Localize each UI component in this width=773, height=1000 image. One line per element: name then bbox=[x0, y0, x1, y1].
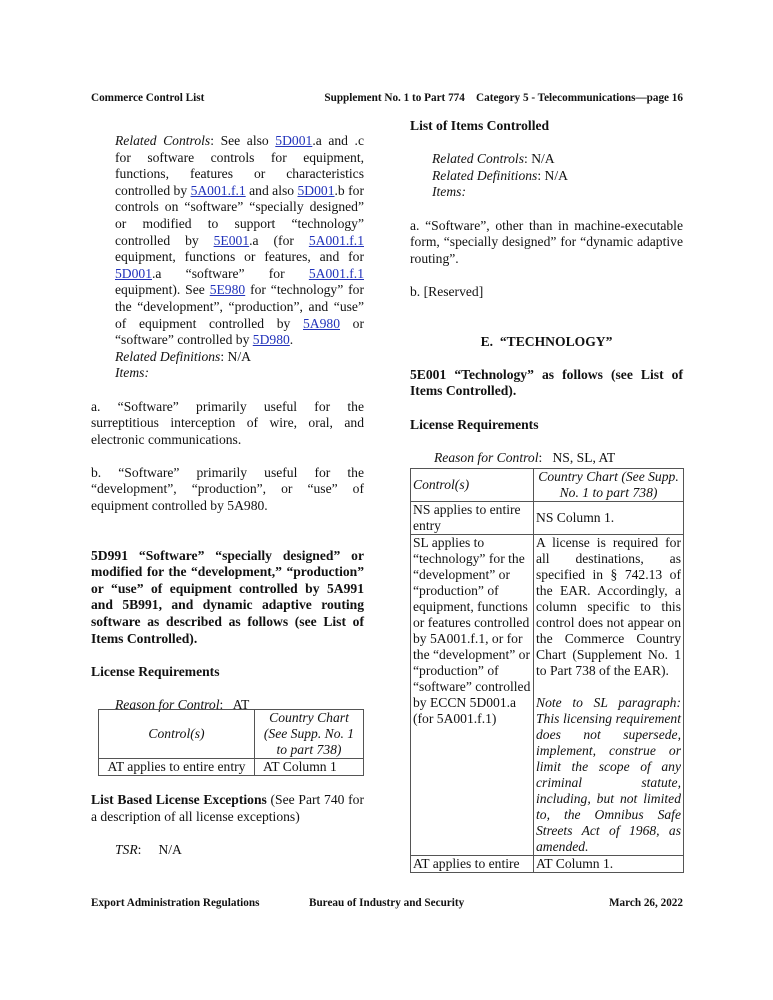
license-table-5d991 bbox=[98, 709, 364, 776]
table-cell: SL applies to “technology” for the “development” or “production” of equipment, functions or features controlled by 5A001.f.1, or for the “development” or “production” of “software” controlled by ECCN 5D001.a (for 5A001.f.1) bbox=[411, 535, 534, 856]
table-header-row bbox=[411, 469, 684, 502]
eccn-link[interactable]: 5D980 bbox=[252, 332, 290, 348]
sl-note: Note to SL paragraph: This licensing requirement does not supersede, implement, construe or limit the scope of any criminal statute, including, but not limited to, the Omnibus Safe Streets Act of 1968, as amended. bbox=[536, 695, 681, 854]
related-definitions: Related Definitions: N/A bbox=[115, 348, 251, 364]
table-header-cell: Country Chart (See Supp. No. 1 to part 738) bbox=[255, 710, 364, 759]
table-header-cell: Control(s) bbox=[99, 710, 255, 759]
left-column bbox=[91, 133, 364, 714]
table-header-cell: Country Chart (See Supp. No. 1 to part 738) bbox=[534, 469, 684, 502]
right-column bbox=[410, 118, 683, 466]
table-row bbox=[411, 535, 684, 856]
eccn-link[interactable]: 5A001.f.1 bbox=[190, 182, 246, 198]
sl-license-text: A license is required for all destinations, as specified in § 742.13 of the EAR. Accordingly, a column specific to this control does not appear on the Commerce Country Chart (Supplement No. 1 to Part 738 of the EAR). bbox=[536, 535, 681, 678]
table-cell bbox=[534, 535, 684, 856]
reason-for-control: Reason for Control: AT bbox=[115, 697, 250, 712]
item-a: a. “Software” primarily useful for the surreptitious interception of wire, oral, and electronic communications. bbox=[91, 398, 364, 447]
list-of-items-heading: List of Items Controlled bbox=[410, 118, 550, 133]
table-header-row bbox=[99, 710, 364, 759]
footer-date: March 26, 2022 bbox=[608, 897, 683, 909]
table-header-cell: Control(s) bbox=[411, 469, 534, 502]
tsr-line: TSR: N/A bbox=[115, 841, 182, 857]
left-column-bottom bbox=[91, 792, 364, 858]
related-controls-text: : See also 5D001.a and .c for software controls for equipment, functions, features or characteristics controlled by 5A001.f.1 and also 5D001.b for controls on “software” “specially designed” or modified to support “technology” controlled by 5E001.a (for 5A001.f.1 equipment, functions or features, and for 5D001.a “software” for 5A001.f.1 equipment). See 5E980 for “technology” for the “development”, “production”, and “use” of equipment controlled by 5A980 or “software” controlled by 5D980. bbox=[115, 133, 364, 348]
items-label: Items: bbox=[115, 365, 149, 381]
eccn-link[interactable]: 5D001 bbox=[275, 133, 313, 148]
table-cell: AT applies to entire bbox=[411, 856, 534, 873]
eccn-heading-5d991: 5D991 “Software” “specially designed” or modified for the “development,” “production” or “use” of equipment controlled by 5A991 and 5B991, and dynamic adaptive routing software as described as follows (see List of Items Controlled). bbox=[91, 547, 364, 646]
eccn-heading-5e001: 5E001 “Technology” as follows (see List of Items Controlled). bbox=[410, 366, 683, 399]
reason-for-control: Reason for Control: NS, SL, AT bbox=[434, 449, 616, 465]
item-b: b. [Reserved] bbox=[410, 283, 484, 299]
related-definitions: Related Definitions: N/A bbox=[432, 167, 568, 183]
list-based-license-exceptions: List Based License Exceptions (See Part 740 for a description of all license exceptions) bbox=[91, 792, 364, 824]
table-row bbox=[99, 759, 364, 776]
table-cell: AT applies to entire entry bbox=[99, 759, 255, 776]
eccn-link[interactable]: 5D001 bbox=[297, 182, 335, 198]
section-title-technology: E. “TECHNOLOGY” bbox=[480, 333, 613, 349]
footer-left: Export Administration Regulations bbox=[91, 897, 260, 909]
license-requirements-heading: License Requirements bbox=[91, 663, 220, 679]
item-b: b. “Software” primarily useful for the “development”, “production”, or “use” of equipment controlled by 5A980. bbox=[91, 464, 364, 514]
eccn-link[interactable]: 5E001 bbox=[213, 232, 250, 248]
table-cell: AT Column 1. bbox=[534, 856, 684, 873]
table-row bbox=[411, 502, 684, 535]
footer-center: Bureau of Industry and Security bbox=[309, 897, 465, 909]
header-left: Commerce Control List bbox=[91, 92, 205, 104]
item-a: a. “Software”, other than in machine-executable form, “specially designed” for “dynamic adaptive routing”. bbox=[410, 217, 683, 266]
license-requirements-heading: License Requirements bbox=[410, 416, 539, 432]
license-table-5e001 bbox=[410, 468, 684, 873]
related-controls: Related Controls: N/A bbox=[432, 151, 555, 167]
eccn-link[interactable]: 5A001.f.1 bbox=[308, 232, 364, 248]
header-right: Supplement No. 1 to Part 774 Category 5 - Telecommunications—page 16 bbox=[324, 92, 683, 104]
table-row bbox=[411, 856, 684, 873]
eccn-link[interactable]: 5A001.f.1 bbox=[308, 265, 364, 281]
table-cell: AT Column 1 bbox=[255, 759, 364, 776]
eccn-link[interactable]: 5A980 bbox=[303, 315, 341, 331]
table-cell: NS applies to entire entry bbox=[411, 502, 534, 535]
table-cell: NS Column 1. bbox=[534, 502, 684, 535]
eccn-link[interactable]: 5D001 bbox=[115, 265, 153, 281]
related-controls-paragraph: Related Controls: See also 5D001.a and .c for software controls for equipment, functions, features or characteristics controlled by 5A001.f.1 and also 5D001.b for controls on “software” “specially designed” or modified to support “technology” controlled by 5E001.a (for 5A001.f.1 equipment, functions or features, and for 5D001.a “software” for 5A001.f.1 equipment). See 5E980 for “technology” for the “development”, “production”, and “use” of equipment controlled by 5A980 or “software” controlled by 5D980. bbox=[115, 133, 364, 348]
items-label: Items: bbox=[432, 184, 466, 200]
eccn-link[interactable]: 5E980 bbox=[209, 282, 246, 298]
